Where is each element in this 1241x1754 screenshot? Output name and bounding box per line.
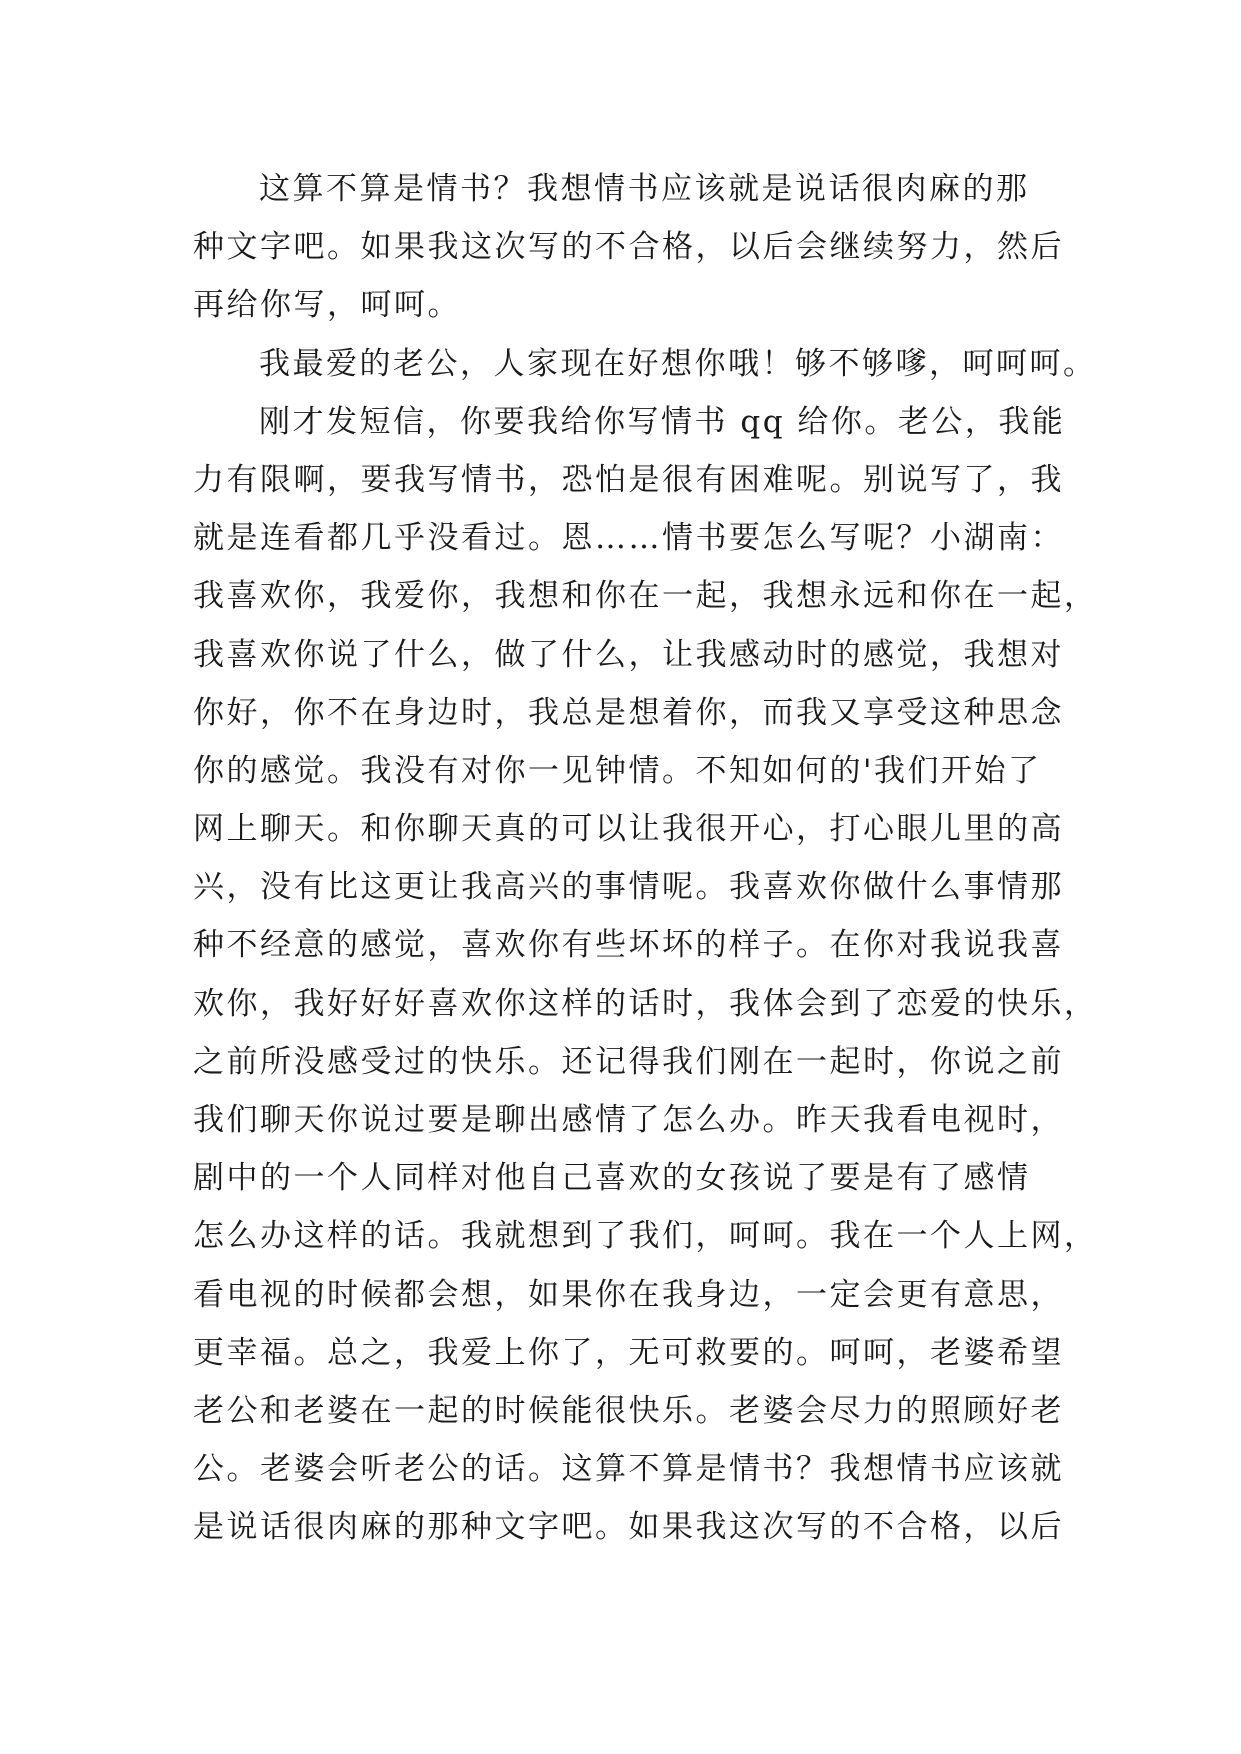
paragraph-3-line-15: 怎么办这样的话。我就想到了我们，呵呵。我在一个人上网， xyxy=(193,1218,1098,1255)
document-body xyxy=(193,160,1098,1557)
paragraph-3-line-18: 老公和老婆在一起的时候能很快乐。老婆会尽力的照顾好老 xyxy=(193,1392,1064,1429)
paragraph-3-line-1: 刚才发短信，你要我给你写情书 qq 给你。老公，我能 xyxy=(259,403,1066,440)
paragraph-3-line-12: 之前所没感受过的快乐。还记得我们刚在一起时，你说之前 xyxy=(193,1043,1064,1080)
paragraph-3-line-11: 欢你，我好好好喜欢你这样的话时，我体会到了恋爱的快乐， xyxy=(193,985,1098,1022)
paragraph-3-line-3: 就是连看都几乎没看过。恩……情书要怎么写呢？小湖南： xyxy=(193,520,1064,557)
paragraph-3-line-5: 我喜欢你说了什么，做了什么，让我感动时的感觉，我想对 xyxy=(193,636,1064,673)
paragraph-3-line-6: 你好，你不在身边时，我总是想着你，而我又享受这种思念 xyxy=(193,694,1064,731)
paragraph-1-line-1: 这算不算是情书？我想情书应该就是说话很肉麻的那 xyxy=(259,171,1030,207)
paragraph-3-line-4: 我喜欢你，我爱你，我想和你在一起，我想永远和你在一起， xyxy=(193,578,1098,615)
paragraph-3-line-8: 网上聊天。和你聊天真的可以让我很开心，打心眼儿里的高 xyxy=(193,811,1064,848)
paragraph-3-line-19: 公。老婆会听老公的话。这算不算是情书？我想情书应该就 xyxy=(193,1451,1064,1488)
paragraph-3-line-14: 剧中的一个人同样对他自己喜欢的女孩说了要是有了感情 xyxy=(193,1160,1031,1197)
paragraph-1-line-3: 再给你写，呵呵。 xyxy=(193,287,461,324)
paragraph-3-line-2: 力有限啊，要我写情书，恐怕是很有困难呢。别说写了，我 xyxy=(193,461,1064,498)
paragraph-3-line-7: 你的感觉。我没有对你一见钟情。不知如何的'我们开始了 xyxy=(193,752,1042,789)
paragraph-3-line-9: 兴，没有比这更让我高兴的事情呢。我喜欢你做什么事情那 xyxy=(193,869,1064,906)
paragraph-3-line-17: 更幸福。总之，我爱上你了，无可救要的。呵呵，老婆希望 xyxy=(193,1334,1064,1371)
paragraph-3-line-20: 是说话很肉麻的那种文字吧。如果我这次写的不合格，以后 xyxy=(193,1509,1064,1546)
paragraph-2-line-1: 我最爱的老公，人家现在好想你哦！够不够嗲，呵呵呵。 xyxy=(259,345,1097,382)
paragraph-3-line-13: 我们聊天你说过要是聊出感情了怎么办。昨天我看电视时， xyxy=(193,1102,1064,1138)
paragraph-3-line-16: 看电视的时候都会想，如果你在我身边，一定会更有意思， xyxy=(193,1276,1064,1313)
paragraph-3-line-10: 种不经意的感觉，喜欢你有些坏坏的样子。在你对我说我喜 xyxy=(193,927,1064,964)
paragraph-1-line-2: 种文字吧。如果我这次写的不合格，以后会继续努力，然后 xyxy=(193,229,1064,266)
